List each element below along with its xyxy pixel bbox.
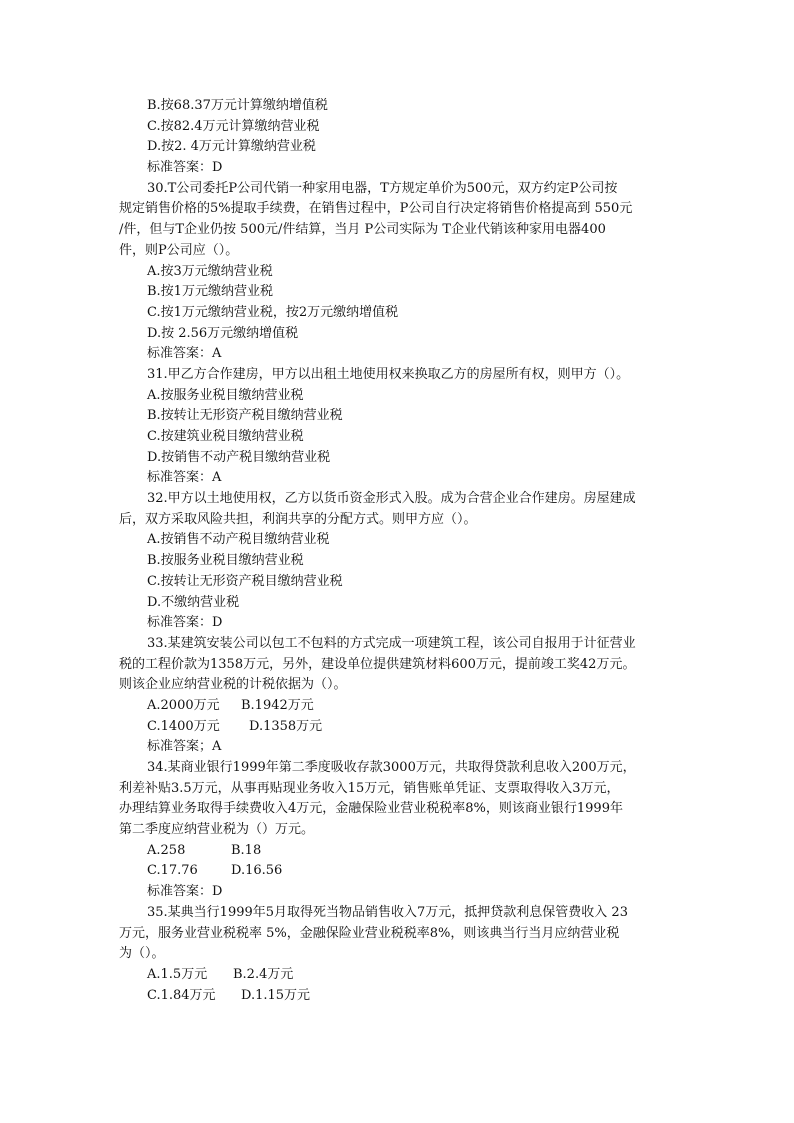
- q32-stem-line-2: 后，双方采取风险共担，利润共享的分配方式。则甲方应（）。: [119, 511, 477, 527]
- q33-option-d: D.1358万元: [249, 718, 323, 734]
- q32-option-d: D.不缴纳营业税: [147, 594, 240, 610]
- q33-stem-line-3: 则该企业应纳营业税的计税依据为（）。: [119, 677, 347, 693]
- q30-stem-line-3: /件，但与T企业仍按 500元/件结算，当月 P公司实际为 T企业代销该种家用电器400: [119, 222, 606, 238]
- q30-option-c: C.按1万元缴纳营业税，按2万元缴纳增值税: [147, 304, 399, 320]
- q30-option-d: D.按 2.56万元缴纳增值税: [147, 325, 299, 341]
- q29-option-d: D.按2. 4万元计算缴纳营业税: [147, 139, 316, 155]
- q35-stem-line-3: 为（）。: [119, 946, 165, 962]
- q33-answer: 标准答案；A: [147, 739, 222, 755]
- document-body: [119, 96, 679, 1006]
- q31-option-d: D.按销售不动产税目缴纳营业税: [147, 449, 331, 465]
- q33-stem-line-1: 33.某建筑安装公司以包工不包料的方式完成一项建筑工程，该公司自报用于计征营业: [147, 635, 636, 651]
- q31-answer: 标准答案：A: [147, 470, 222, 486]
- q30-option-b: B.按1万元缴纳营业税: [147, 284, 273, 300]
- q35-option-b: B.2.4万元: [233, 966, 294, 982]
- q35-stem-line-2: 万元，服务业营业税税率 5%，金融保险业营业税税率8%，则该典当行当月应纳营业税: [119, 925, 620, 941]
- q34-stem-line-3: 办理结算业务取得手续费收入4万元，金融保险业营业税税率8%，则该商业银行1999年: [119, 801, 623, 817]
- q31-option-a: A.按服务业税目缴纳营业税: [147, 387, 304, 403]
- q29-answer: 标准答案：D: [147, 160, 223, 176]
- q34-answer: 标准答案：D: [147, 884, 223, 900]
- q30-option-a: A.按3万元缴纳营业税: [147, 263, 273, 279]
- q31-option-b: B.按转让无形资产税目缴纳营业税: [147, 408, 343, 424]
- q33-option-row-2: [119, 717, 679, 738]
- q34-option-row-1: [119, 841, 679, 862]
- q34-option-a: A.258: [147, 842, 186, 858]
- q29-option-c: C.按82.4万元计算缴纳营业税: [147, 118, 320, 134]
- q30-stem-line-1: 30.T公司委托P公司代销一种家用电器，T方规定单价为500元，双方约定P公司按: [147, 180, 618, 196]
- q29-option-b: B.按68.37万元计算缴纳增值税: [147, 98, 328, 113]
- q32-stem-line-1: 32.甲方以土地使用权，乙方以货币资金形式入股。成为合营企业合作建房。房屋建成: [147, 491, 636, 507]
- q34-stem-line-1: 34.某商业银行1999年第二季度吸收存款3000万元，共取得贷款利息收入200万元，: [147, 760, 636, 775]
- q34-stem-line-4: 第二季度应纳营业税为（）万元。: [119, 822, 315, 838]
- q33-option-a: A.2000万元: [147, 697, 220, 713]
- q33-option-b: B.1942万元: [241, 697, 314, 713]
- q35-option-a: A.1.5万元: [147, 966, 208, 982]
- q34-option-d: D.16.56: [231, 863, 283, 879]
- q31-option-c: C.按建筑业税目缴纳营业税: [147, 429, 304, 444]
- q30-stem-line-4: 件，则P公司应（）。: [119, 242, 239, 258]
- q35-option-c: C.1.84万元: [147, 987, 216, 1003]
- q35-option-row-1: [119, 965, 679, 986]
- q32-answer: 标准答案：D: [147, 615, 223, 631]
- q32-option-b: B.按服务业税目缴纳营业税: [147, 553, 304, 569]
- q31-stem-line-1: 31.甲乙方合作建房，甲方以出租土地使用权来换取乙方的房屋所有权，则甲方（）。: [147, 366, 630, 382]
- q35-stem-line-1: 35.某典当行1999年5月取得死当物品销售收入7万元，抵押贷款利息保管费收入 23: [147, 904, 628, 920]
- q33-option-c: C.1400万元: [147, 718, 220, 734]
- q32-option-a: A.按销售不动产税目缴纳营业税: [147, 532, 330, 548]
- q35-option-d: D.1.15万元: [241, 987, 311, 1003]
- q34-option-row-2: [119, 861, 679, 882]
- q30-stem-line-2: 规定销售价格的5%提取手续费，在销售过程中，P公司自行决定将销售价格提高到 550元: [119, 201, 633, 217]
- q33-option-row-1: [119, 696, 679, 717]
- q35-option-row-2: [119, 986, 679, 1007]
- q32-option-c: C.按转让无形资产税目缴纳营业税: [147, 573, 343, 589]
- q34-stem-line-2: 利差补贴3.5万元，从事再贴现业务收入15万元，销售账单凭证、支票取得收入3万元，: [119, 780, 620, 796]
- q34-option-c: C.17.76: [147, 863, 198, 879]
- q33-stem-line-2: 税的工程价款为1358万元，另外，建设单位提供建筑材料600万元，提前竣工奖42万元。: [119, 656, 636, 672]
- q30-answer: 标准答案：A: [147, 346, 222, 362]
- q34-option-b: B.18: [231, 842, 262, 858]
